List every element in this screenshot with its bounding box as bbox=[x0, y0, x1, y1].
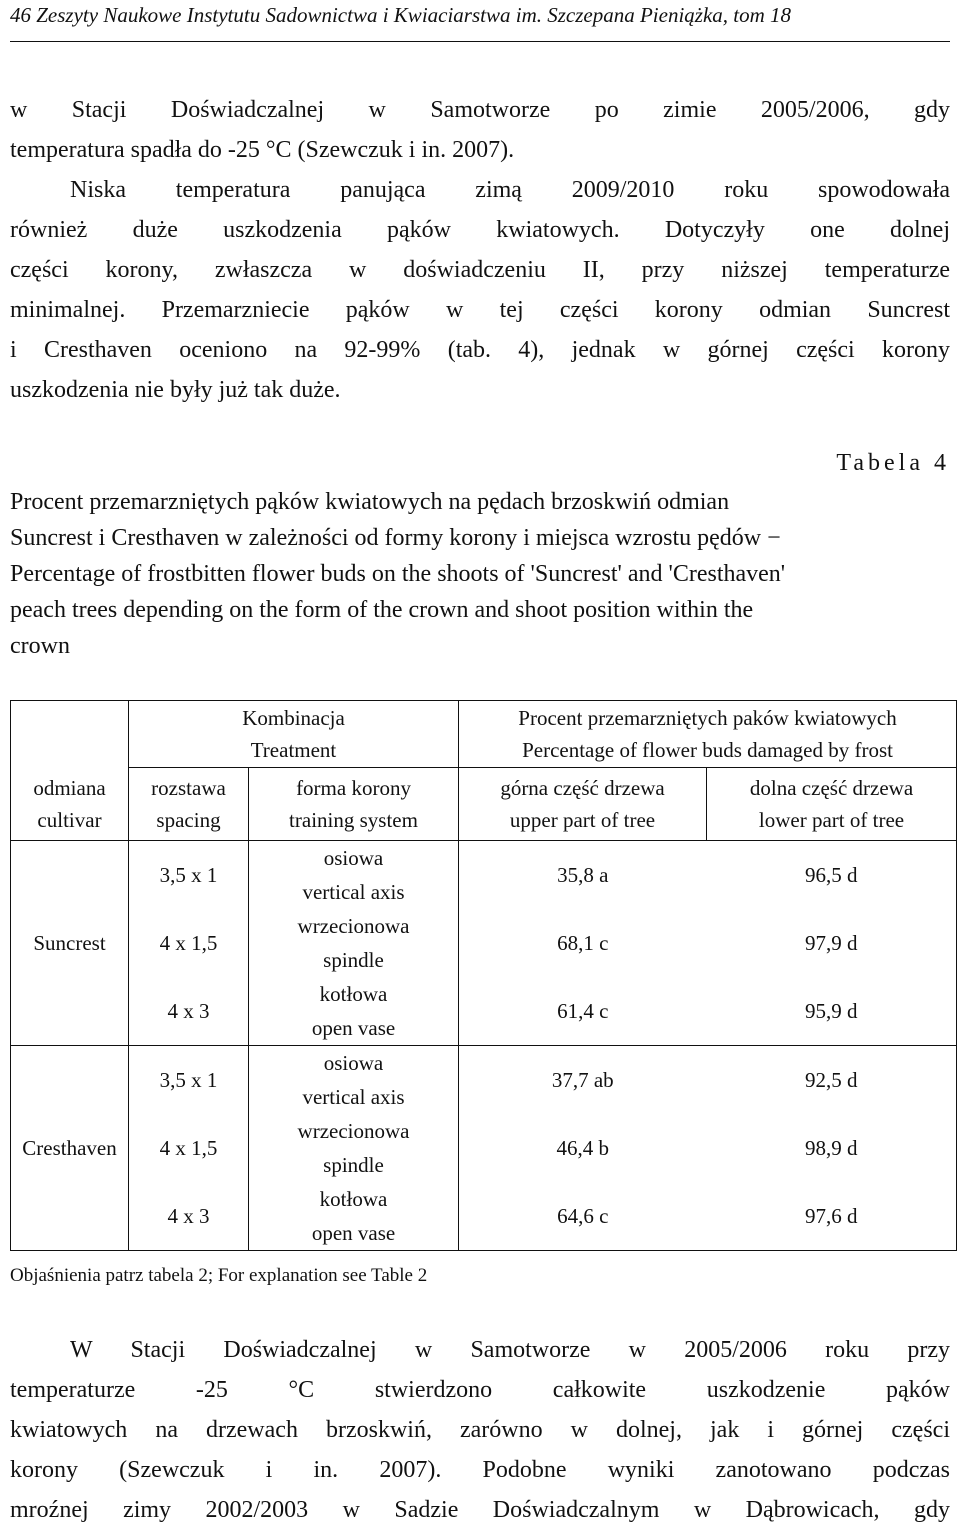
training-pl: osiowa bbox=[323, 846, 384, 870]
lower-value-cell: 95,9 d bbox=[707, 977, 957, 1046]
header-training-en: training system bbox=[289, 808, 418, 832]
training-pl: wrzecionowa bbox=[297, 1119, 410, 1143]
spacing-cell: 3,5 x 1 bbox=[129, 841, 249, 910]
header-lower-en: lower part of tree bbox=[758, 808, 905, 832]
spacing-cell: 4 x 1,5 bbox=[129, 1114, 249, 1182]
header-combination bbox=[129, 701, 459, 768]
upper-value-cell: 64,6 c bbox=[459, 1182, 707, 1251]
header-combination-pl: Kombinacja bbox=[242, 706, 345, 730]
training-pl: kotłowa bbox=[319, 982, 388, 1006]
training-cell bbox=[249, 1046, 459, 1115]
running-header: 46 Zeszyty Naukowe Instytutu Sadownictwa i Kwiaciarstwa im. Szczepana Pieniążka, tom 18 bbox=[10, 3, 792, 27]
lower-value-cell: 98,9 d bbox=[707, 1114, 957, 1182]
cultivar-cell: Cresthaven bbox=[11, 1046, 129, 1251]
paragraph-1-line: i Cresthaven oceniono na 92-99% (tab. 4), jednak w górnej części korony bbox=[10, 337, 950, 363]
header-spacing-en: spacing bbox=[156, 808, 221, 832]
spacing-cell: 4 x 3 bbox=[129, 1182, 249, 1251]
training-cell bbox=[249, 841, 459, 910]
training-en: vertical axis bbox=[302, 1085, 405, 1109]
training-en: vertical axis bbox=[302, 880, 405, 904]
paragraph-1-line: temperatura spadła do -25 °C (Szewczuk i in. 2007). bbox=[10, 137, 515, 163]
header-lower bbox=[707, 768, 957, 841]
frost-damage-table bbox=[10, 700, 957, 1251]
paragraph-1-line: części korony, zwłaszcza w doświadczeniu II, przy niższej temperaturze bbox=[10, 257, 950, 283]
lower-value-cell: 97,6 d bbox=[707, 1182, 957, 1251]
header-training-pl: forma korony bbox=[296, 776, 411, 800]
header-upper-pl: górna część drzewa bbox=[500, 776, 665, 800]
upper-value-cell: 46,4 b bbox=[556, 1136, 610, 1160]
paragraph-1-line: uszkodzenia nie były już tak duże. bbox=[10, 377, 341, 403]
header-combination-en: Treatment bbox=[250, 738, 337, 762]
caption-line: Procent przemarzniętych pąków kwiatowych na pędach brzoskwiń odmian bbox=[10, 489, 730, 515]
header-rule bbox=[10, 41, 950, 42]
paragraph-2-line: W Stacji Doświadczalnej w Samotworze w 2005/2006 roku przy bbox=[70, 1337, 950, 1363]
cultivar-cell: Suncrest bbox=[11, 841, 129, 1046]
paragraph-2-line: korony (Szewczuk i in. 2007). Podobne wyniki zanotowano podczas bbox=[10, 1457, 950, 1483]
table-caption bbox=[10, 484, 950, 664]
paragraph-2-line: mroźnej zimy 2002/2003 w Sadzie Doświadczalnym w Dąbrowicach, gdy bbox=[10, 1497, 950, 1523]
lower-value-cell: 92,5 d bbox=[707, 1046, 957, 1115]
paragraph-1-line: minimalnej. Przemarzniecie pąków w tej części korony odmian Suncrest bbox=[10, 297, 950, 323]
header-upper-en: upper part of tree bbox=[509, 808, 656, 832]
paragraph-1 bbox=[10, 90, 950, 410]
training-cell bbox=[249, 1182, 459, 1251]
spacing-cell: 4 x 1,5 bbox=[129, 909, 249, 977]
spacing-cell: 4 x 3 bbox=[129, 977, 249, 1046]
upper-value-cell: 37,7 ab bbox=[551, 1068, 614, 1092]
caption-line: Suncrest i Cresthaven w zależności od formy korony i miejsca wzrostu pędów − bbox=[10, 525, 781, 551]
header-cultivar-pl: odmiana bbox=[33, 776, 106, 800]
header-cultivar bbox=[11, 701, 129, 841]
upper-value-cell: 68,1 c bbox=[557, 931, 609, 955]
lower-value-cell: 96,5 d bbox=[707, 841, 957, 910]
header-upper bbox=[459, 768, 707, 841]
lower-value-cell: 97,9 d bbox=[707, 909, 957, 977]
training-cell bbox=[249, 977, 459, 1046]
training-en: spindle bbox=[323, 948, 384, 972]
paragraph-1-line: w Stacji Doświadczalnej w Samotworze po zimie 2005/2006, gdy bbox=[10, 97, 950, 123]
training-cell bbox=[249, 909, 459, 977]
paragraph-1-line: również duże uszkodzenia pąków kwiatowych. Dotyczyły one dolnej bbox=[10, 217, 950, 243]
caption-line: peach trees depending on the form of the crown and shoot position within the bbox=[10, 597, 754, 623]
table-number: Tabela 4 bbox=[836, 450, 950, 476]
training-pl: osiowa bbox=[323, 1051, 384, 1075]
caption-line: crown bbox=[10, 633, 70, 659]
header-lower-pl: dolna część drzewa bbox=[749, 776, 914, 800]
header-spacing-pl: rozstawa bbox=[151, 776, 226, 800]
upper-value-cell: 35,8 a bbox=[557, 863, 609, 887]
header-training bbox=[249, 768, 459, 841]
header-spacing bbox=[129, 768, 249, 841]
header-percent-pl: Procent przemarzniętych paków kwiatowych bbox=[518, 706, 897, 730]
caption-line: Percentage of frostbitten flower buds on the shoots of 'Suncrest' and 'Cresthaven' bbox=[10, 561, 786, 587]
training-en: open vase bbox=[311, 1016, 396, 1040]
paragraph-2 bbox=[10, 1330, 950, 1530]
upper-value-cell: 61,4 c bbox=[459, 977, 707, 1046]
header-percent-en: Percentage of flower buds damaged by frost bbox=[522, 738, 893, 762]
header-cultivar-en: cultivar bbox=[37, 808, 102, 832]
paragraph-2-line: temperaturze -25 °C stwierdzono całkowite uszkodzenie pąków bbox=[10, 1377, 950, 1403]
training-en: open vase bbox=[311, 1221, 396, 1245]
spacing-cell: 3,5 x 1 bbox=[129, 1046, 249, 1115]
table-footnote: Objaśnienia patrz tabela 2; For explanation see Table 2 bbox=[10, 1265, 428, 1286]
training-en: spindle bbox=[323, 1153, 384, 1177]
paragraph-1-line: Niska temperatura panująca zimą 2009/2010 roku spowodowała bbox=[70, 177, 950, 203]
header-percent bbox=[459, 701, 957, 768]
paragraph-2-line: kwiatowych na drzewach brzoskwiń, zarówno w dolnej, jak i górnej części bbox=[10, 1417, 950, 1443]
training-cell bbox=[249, 1114, 459, 1182]
training-pl: wrzecionowa bbox=[297, 914, 410, 938]
training-pl: kotłowa bbox=[319, 1187, 388, 1211]
